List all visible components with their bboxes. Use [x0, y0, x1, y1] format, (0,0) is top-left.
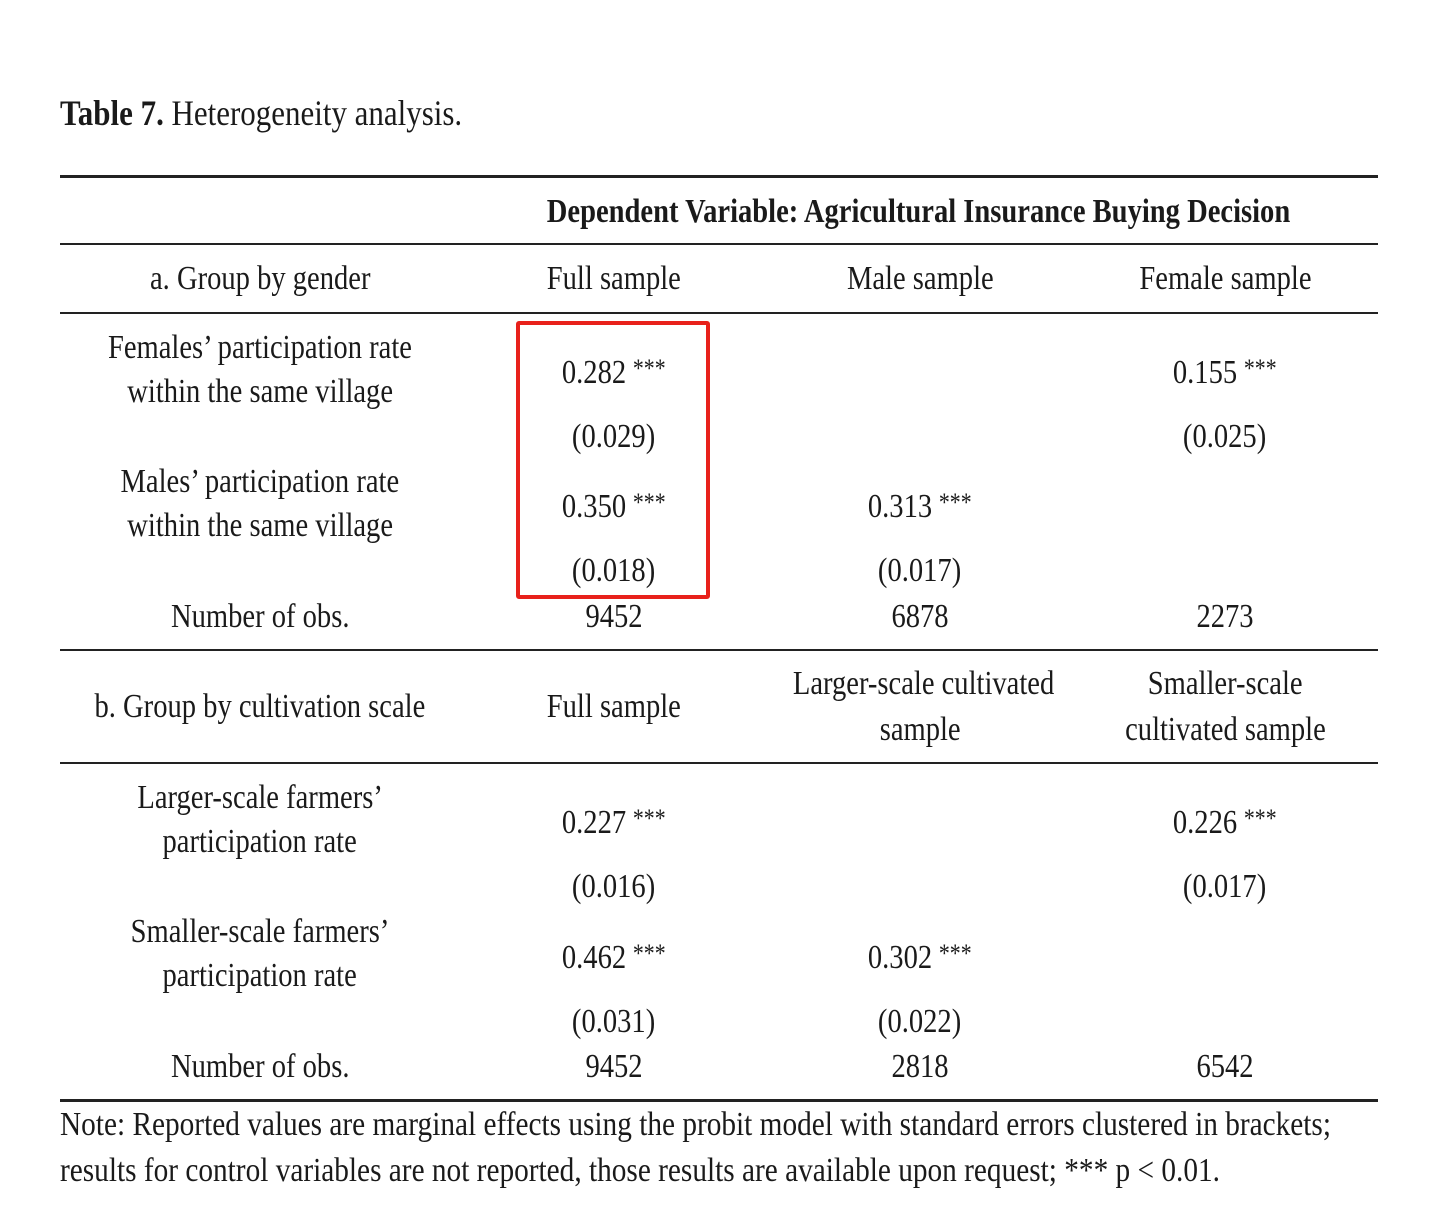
coef-cell: 0.155 ***	[1173, 354, 1277, 391]
se-cell: (0.031)	[572, 1003, 656, 1040]
obs-label: Number of obs.	[170, 598, 350, 635]
table-caption	[60, 88, 462, 138]
note-line-1: Note: Reported values are marginal effects using the probit model with standard errors clustered in brackets;	[60, 1106, 1331, 1143]
row-label: Smaller-scale farmers’	[130, 913, 390, 950]
coef-cell: 0.350 ***	[562, 488, 666, 525]
se-cell: (0.018)	[572, 552, 656, 589]
dependent-variable-header: Dependent Variable: Agricultural Insurance Buying Decision	[547, 193, 1291, 230]
header-rule	[60, 243, 1378, 245]
panel-b-group-label: b. Group by cultivation scale	[94, 688, 426, 725]
coef-cell: 0.226 ***	[1173, 804, 1277, 841]
row-label: participation rate	[162, 957, 358, 994]
obs-label: Number of obs.	[170, 1048, 350, 1085]
row-label: participation rate	[162, 823, 358, 860]
coef-cell: 0.227 ***	[562, 804, 666, 841]
table-note	[60, 1102, 1379, 1194]
se-cell: (0.017)	[878, 552, 962, 589]
panel-a-col-full: Full sample	[546, 260, 682, 297]
panel-b-top-rule	[60, 649, 1378, 651]
panel-a-col-female: Female sample	[1138, 260, 1312, 297]
se-cell: (0.025)	[1183, 418, 1267, 455]
se-cell: (0.022)	[878, 1003, 962, 1040]
panel-b-col-smaller: Smaller-scale	[1147, 665, 1303, 702]
panel-b-col-full: Full sample	[546, 688, 682, 725]
coef-cell: 0.302 ***	[868, 939, 972, 976]
note-line-2: results for control variables are not reported, those results are available upon request; *** p < 0.01.	[60, 1152, 1221, 1189]
obs-cell: 9452	[585, 1048, 643, 1085]
panel-b-col-larger: Larger-scale cultivated	[792, 665, 1055, 702]
obs-cell: 6878	[891, 598, 949, 635]
highlight-box	[516, 321, 710, 599]
panel-a-col-male: Male sample	[846, 260, 994, 297]
panel-b-header-rule	[60, 762, 1378, 764]
row-label: Larger-scale farmers’	[137, 779, 383, 816]
se-cell: (0.016)	[572, 868, 656, 905]
row-label: within the same village	[127, 373, 393, 410]
coef-cell: 0.282 ***	[562, 354, 666, 391]
table-caption-label: Table 7.	[60, 93, 164, 133]
obs-cell: 9452	[585, 598, 643, 635]
obs-cell: 2273	[1196, 598, 1254, 635]
coef-cell: 0.462 ***	[562, 939, 666, 976]
table-caption-text: Heterogeneity analysis.	[171, 93, 463, 133]
panel-a-group-label: a. Group by gender	[149, 260, 371, 297]
coef-cell: 0.313 ***	[868, 488, 972, 525]
top-rule	[60, 175, 1378, 178]
se-cell: (0.017)	[1183, 868, 1267, 905]
panel-b-col-larger-line2: sample	[879, 711, 961, 748]
panel-b-col-smaller-line2: cultivated sample	[1124, 711, 1326, 748]
obs-cell: 2818	[891, 1048, 949, 1085]
obs-cell: 6542	[1196, 1048, 1254, 1085]
row-label: within the same village	[127, 507, 393, 544]
row-label: Males’ participation rate	[120, 463, 400, 500]
panel-a-header-rule	[60, 312, 1378, 314]
row-label: Females’ participation rate	[107, 329, 412, 366]
se-cell: (0.029)	[572, 418, 656, 455]
